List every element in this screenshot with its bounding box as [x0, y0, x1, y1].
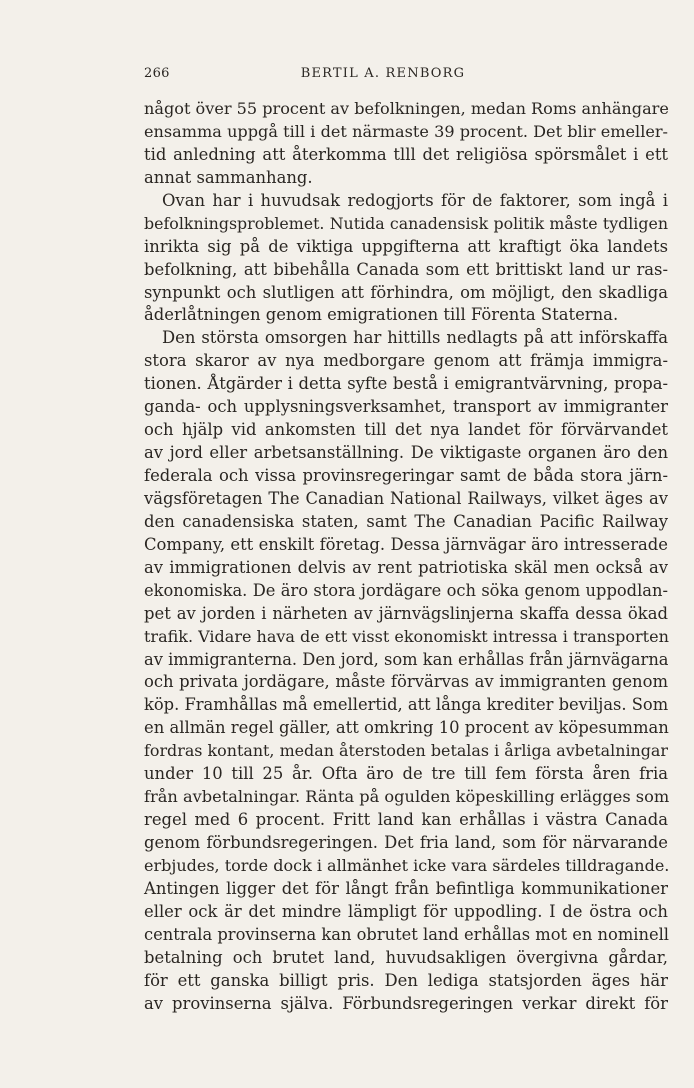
text-line: och hjälp vid ankomsten till det nya landet för förvärvandet: [144, 420, 668, 440]
text-line: från avbetalningar. Ränta på ogulden köpeskilling erlägges som: [144, 787, 670, 807]
text-line: fordras kontant, medan återstoden betalas i årliga avbetalningar: [144, 741, 668, 761]
text-line: befolkning, att bibehålla Canada som ett brittiskt land ur ras-: [144, 259, 668, 279]
page-number: 266: [144, 66, 170, 81]
text-line: Ovan har i huvudsak redogjorts för de faktorer, som ingå i: [162, 190, 668, 210]
running-head-title: BERTIL A. RENBORG: [300, 66, 466, 81]
text-line: annat sammanhang.: [144, 167, 313, 187]
text-line: för ett ganska billigt pris. Den lediga statsjorden äges här: [144, 970, 668, 990]
text-line: centrala provinserna kan obrutet land erhållas mot en nominell: [144, 924, 670, 944]
text-line: genom förbundsregeringen. Det fria land, som för närvarande: [144, 833, 668, 852]
text-line: något över 55 procent av befolkningen, medan Roms anhängare: [144, 99, 669, 118]
text-line: synpunkt och slutligen att förhindra, om möjligt, den skadliga: [144, 282, 668, 302]
text-line: åderlåtningen genom emigrationen till Förenta Staterna.: [144, 305, 619, 325]
text-line: och privata jordägare, måste förvärvas av immigranten genom: [144, 672, 668, 692]
text-line: ensamma uppgå till i det närmaste 39 procent. Det blir emeller-: [144, 121, 668, 141]
text-line: betalning och brutet land, huvudsakligen övergivna gårdar,: [144, 947, 668, 967]
text-line: tionen. Åtgärder i detta syfte bestå i emigrantvärvning, propa-: [144, 374, 668, 394]
text-line: Company, ett enskilt företag. Dessa järnvägar äro intresserade: [144, 534, 668, 554]
text-line: Den största omsorgen har hittills nedlagts på att införskaffa: [162, 328, 668, 348]
text-line: erbjudes, torde dock i allmänhet icke vara särdeles tilldragande.: [144, 855, 670, 875]
text-line: av immigrationen delvis av rent patriotiska skäl men också av: [144, 557, 668, 577]
text-line: eller ock är det mindre lämpligt för uppodling. I de östra och: [144, 901, 668, 921]
text-line: inrikta sig på de viktiga uppgifterna att kraftigt öka landets: [144, 236, 668, 256]
text-line: pet av jorden i närheten av järnvägslinjerna skaffa dessa ökad: [144, 603, 668, 623]
text-line: vägsföretagen The Canadian National Railways, vilket äges av: [144, 488, 668, 508]
text-line: en allmän regel gäller, att omkring 10 procent av köpesumman: [144, 718, 669, 738]
running-head: [144, 66, 668, 86]
text-line: stora skaror av nya medborgare genom att främja immigra-: [144, 351, 668, 371]
text-line: av immigranterna. Den jord, som kan erhållas från järnvägarna: [144, 649, 669, 669]
text-line: ekonomiska. De äro stora jordägare och söka genom uppodlan-: [144, 580, 668, 600]
text-line: befolkningsproblemet. Nutida canadensisk politik måste tydligen: [144, 213, 668, 233]
text-line: Antingen ligger det för långt från befintliga kommunikationer: [144, 878, 668, 898]
text-line: regel med 6 procent. Fritt land kan erhållas i västra Canada: [144, 810, 668, 830]
text-line: trafik. Vidare hava de ett visst ekonomiskt intressa i transporten: [144, 626, 669, 646]
text-line: den canadensiska staten, samt The Canadian Pacific Railway: [144, 511, 668, 531]
text-line: under 10 till 25 år. Ofta äro de tre till fem första åren fria: [144, 764, 668, 784]
text-line: av jord eller arbetsanställning. De viktigaste organen äro den: [144, 443, 668, 463]
text-line: ganda- och upplysningsverksamhet, transport av immigranter: [144, 397, 668, 417]
text-line: federala och vissa provinsregeringar samt de båda stora järn-: [144, 466, 668, 485]
body-text: [144, 98, 668, 1016]
text-line: köp. Framhållas må emellertid, att långa krediter beviljas. Som: [144, 695, 669, 715]
text-line: tid anledning att återkomma tlll det religiösa spörsmålet i ett: [144, 144, 668, 164]
text-line: av provinserna själva. Förbundsregeringen verkar direkt för: [144, 993, 668, 1013]
